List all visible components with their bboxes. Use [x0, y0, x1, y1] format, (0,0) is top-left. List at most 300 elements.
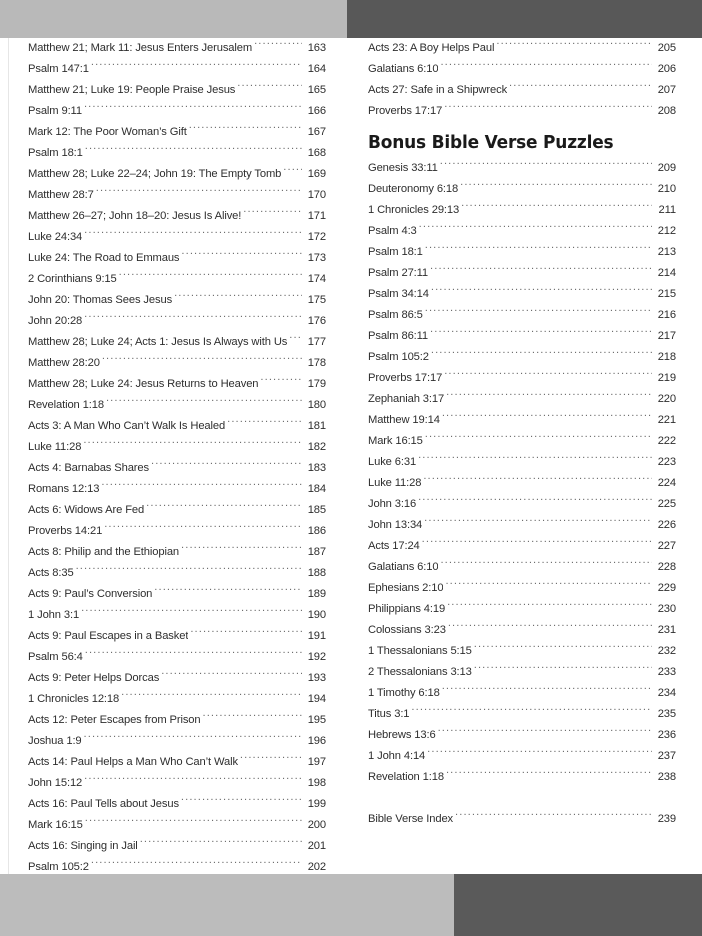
toc-dot-leader	[154, 586, 302, 597]
toc-dot-leader	[509, 82, 652, 93]
toc-dot-leader	[425, 433, 652, 444]
toc-entry-page-number: 234	[657, 687, 676, 699]
toc-entry-page-number: 211	[658, 204, 676, 216]
toc-entry-page-number: 227	[657, 540, 676, 552]
toc-entry-title: Galatians 6:10	[368, 561, 439, 573]
toc-entry[interactable]	[368, 620, 676, 641]
toc-dot-leader	[424, 517, 652, 528]
toc-entry[interactable]	[28, 458, 326, 479]
toc-right-column	[368, 38, 676, 830]
toc-entry[interactable]	[368, 80, 676, 101]
toc-entry-page-number: 185	[307, 504, 326, 516]
toc-entry-title: Psalm 4:3	[368, 225, 417, 237]
toc-entry-title: Psalm 18:1	[28, 147, 83, 159]
toc-dot-leader	[430, 265, 652, 276]
toc-dot-leader	[181, 250, 302, 261]
toc-entry-page-number: 190	[307, 609, 326, 621]
toc-entry[interactable]	[28, 479, 326, 500]
toc-dot-leader	[84, 313, 302, 324]
toc-dot-leader	[496, 40, 652, 51]
toc-section-heading: Bonus Bible Verse Puzzles	[368, 133, 614, 153]
toc-entry[interactable]	[28, 395, 326, 416]
toc-entry-title: 1 Chronicles 12:18	[28, 693, 120, 705]
toc-dot-leader	[189, 124, 302, 135]
toc-dot-leader	[237, 82, 302, 93]
toc-entry[interactable]	[28, 101, 326, 122]
toc-entry[interactable]	[368, 59, 676, 80]
toc-dot-leader	[440, 61, 652, 72]
toc-entry-title: Genesis 33:11	[368, 162, 438, 174]
toc-entry[interactable]	[368, 494, 676, 515]
toc-entry-page-number: 165	[307, 84, 326, 96]
toc-entry-title: Luke 11:28	[368, 477, 422, 489]
toc-dot-leader	[85, 145, 302, 156]
toc-entry[interactable]	[28, 605, 326, 626]
toc-entry-page-number: 171	[307, 210, 326, 222]
toc-entry-title: Acts 27: Safe in a Shipwreck	[368, 84, 508, 96]
toc-dot-leader	[447, 601, 652, 612]
toc-entry-title: Psalm 27:11	[368, 267, 429, 279]
toc-entry[interactable]	[368, 431, 676, 452]
toc-dot-leader	[427, 748, 652, 759]
toc-entry-page-number: 236	[657, 729, 676, 741]
toc-dot-leader	[181, 796, 302, 807]
toc-dot-leader	[438, 727, 652, 738]
toc-entry-page-number: 179	[307, 378, 326, 390]
toc-entry[interactable]	[28, 563, 326, 584]
toc-dot-leader	[101, 481, 302, 492]
toc-entry-title: Matthew 28; Luke 24: Jesus Returns to Heaven	[28, 378, 259, 390]
toc-dot-leader	[102, 355, 302, 366]
toc-dot-leader	[161, 670, 302, 681]
toc-entry-title: Acts 3: A Man Who Can’t Walk Is Healed	[28, 420, 226, 432]
toc-dot-leader	[419, 223, 652, 234]
toc-entry[interactable]	[28, 311, 326, 332]
toc-entry-title: Mark 12: The Poor Woman’s Gift	[28, 126, 187, 138]
toc-entry-page-number: 225	[657, 498, 676, 510]
toc-dot-leader	[418, 454, 652, 465]
toc-entry-page-number: 210	[657, 183, 676, 195]
toc-entry-page-number: 163	[307, 42, 326, 54]
toc-entry[interactable]	[368, 683, 676, 704]
toc-entry[interactable]	[368, 305, 676, 326]
toc-entry-title: Psalm 147:1	[28, 63, 89, 75]
toc-entry[interactable]	[368, 452, 676, 473]
toc-entry-page-number: 181	[307, 420, 326, 432]
toc-entry[interactable]	[368, 767, 676, 788]
toc-entry-page-number: 219	[657, 372, 676, 384]
toc-entry[interactable]	[28, 374, 326, 395]
toc-entry-title: Acts 9: Peter Helps Dorcas	[28, 672, 160, 684]
toc-entry[interactable]	[28, 269, 326, 290]
toc-entry-title: 1 Chronicles 29:13	[368, 204, 460, 216]
toc-entry-title: Psalm 18:1	[368, 246, 423, 258]
toc-entry[interactable]	[28, 710, 326, 731]
toc-dot-leader	[440, 559, 652, 570]
toc-entry-title: Romans 12:13	[28, 483, 100, 495]
toc-entry-page-number: 231	[657, 624, 676, 636]
toc-entry-title: Luke 6:31	[368, 456, 417, 468]
toc-entry-page-number: 201	[307, 840, 326, 852]
toc-entry-title: 1 Thessalonians 5:15	[368, 645, 472, 657]
toc-dot-leader	[85, 649, 302, 660]
toc-entry[interactable]	[368, 389, 676, 410]
toc-entry-title: 2 Corinthians 9:15	[28, 273, 117, 285]
toc-entry[interactable]	[28, 584, 326, 605]
toc-entry-page-number: 166	[307, 105, 326, 117]
toc-entry-title: Revelation 1:18	[368, 771, 444, 783]
toc-dot-leader	[91, 859, 302, 870]
toc-dot-leader	[254, 40, 302, 51]
toc-dot-leader	[425, 307, 652, 318]
toc-entry-title: Acts 12: Peter Escapes from Prison	[28, 714, 201, 726]
toc-entry-page-number: 176	[307, 315, 326, 327]
toc-entry-page-number: 182	[307, 441, 326, 453]
toc-entry-title: Psalm 9:11	[28, 105, 82, 117]
toc-entry[interactable]	[28, 668, 326, 689]
toc-entry-title: Acts 9: Paul Escapes in a Basket	[28, 630, 189, 642]
toc-entry-page-number: 228	[657, 561, 676, 573]
toc-entry-page-number: 192	[307, 651, 326, 663]
toc-entry[interactable]	[28, 227, 326, 248]
toc-entry-title: Acts 16: Paul Tells about Jesus	[28, 798, 179, 810]
toc-dot-leader	[423, 475, 652, 486]
toc-entry-title: Acts 6: Widows Are Fed	[28, 504, 145, 516]
toc-entry-title: Psalm 105:2	[368, 351, 429, 363]
toc-entry[interactable]	[368, 557, 676, 578]
toc-dot-leader	[461, 202, 652, 213]
toc-dot-leader	[91, 61, 302, 72]
toc-entry-page-number: 218	[657, 351, 676, 363]
toc-entry[interactable]	[368, 284, 676, 305]
toc-dot-leader	[96, 187, 302, 198]
toc-entry[interactable]	[368, 641, 676, 662]
toc-entry-page-number: 200	[307, 819, 326, 831]
toc-entry[interactable]	[28, 38, 326, 59]
toc-entry-title: Zephaniah 3:17	[368, 393, 445, 405]
toc-entry[interactable]	[368, 578, 676, 599]
toc-entry-page-number: 223	[657, 456, 676, 468]
toc-dot-leader	[431, 286, 652, 297]
toc-entry[interactable]	[368, 473, 676, 494]
toc-entry-title: Acts 4: Barnabas Shares	[28, 462, 149, 474]
toc-dot-leader	[121, 691, 302, 702]
bottom-bar-dark-segment	[454, 874, 702, 936]
top-bar-light-segment	[0, 0, 347, 38]
toc-entry-title: John 20:28	[28, 315, 83, 327]
toc-dot-leader	[442, 685, 652, 696]
toc-dot-leader	[474, 664, 652, 675]
toc-dot-leader	[106, 397, 302, 408]
toc-entry-page-number: 239	[657, 813, 676, 825]
toc-entry[interactable]	[368, 347, 676, 368]
toc-entry-title: Proverbs 14:21	[28, 525, 103, 537]
toc-entry[interactable]	[28, 164, 326, 185]
toc-entry-page-number: 183	[307, 462, 326, 474]
toc-dot-leader	[431, 349, 652, 360]
toc-entry-page-number: 168	[307, 147, 326, 159]
toc-entry-title: Hebrews 13:6	[368, 729, 436, 741]
toc-entry-title: Psalm 105:2	[28, 861, 89, 873]
toc-dot-leader	[227, 418, 302, 429]
toc-entry[interactable]	[28, 689, 326, 710]
toc-entry-page-number: 172	[307, 231, 326, 243]
toc-entry[interactable]	[28, 353, 326, 374]
toc-entry-title: Matthew 26–27; John 18–20: Jesus Is Alive!	[28, 210, 242, 222]
toc-entry[interactable]	[28, 206, 326, 227]
toc-entry[interactable]	[28, 542, 326, 563]
toc-entry-page-number: 224	[657, 477, 676, 489]
toc-entry[interactable]	[368, 746, 676, 767]
toc-dot-leader	[146, 502, 302, 513]
toc-entry[interactable]	[368, 410, 676, 431]
toc-entry[interactable]	[28, 59, 326, 80]
toc-dot-leader	[460, 181, 652, 192]
toc-entry-title: John 15:12	[28, 777, 83, 789]
toc-dot-leader	[445, 580, 652, 591]
toc-entry-page-number: 229	[657, 582, 676, 594]
toc-dot-leader	[84, 733, 302, 744]
toc-entry-page-number: 237	[657, 750, 676, 762]
toc-dot-leader	[181, 544, 302, 555]
toc-entry-page-number: 217	[657, 330, 676, 342]
toc-entry-title: Proverbs 17:17	[368, 372, 443, 384]
toc-entry-title: Deuteronomy 6:18	[368, 183, 459, 195]
toc-entry[interactable]	[368, 599, 676, 620]
toc-dot-leader	[240, 754, 302, 765]
toc-entry-page-number: 216	[657, 309, 676, 321]
toc-entry-page-number: 202	[307, 861, 326, 873]
toc-dot-leader	[422, 538, 652, 549]
toc-entry[interactable]	[28, 731, 326, 752]
top-bar-dark-segment	[347, 0, 702, 38]
toc-dot-leader	[260, 376, 302, 387]
toc-entry[interactable]	[28, 416, 326, 437]
toc-entry[interactable]	[368, 242, 676, 263]
toc-entry[interactable]	[28, 122, 326, 143]
toc-entry-title: Revelation 1:18	[28, 399, 104, 411]
toc-entry-page-number: 215	[657, 288, 676, 300]
toc-entry-title: John 20: Thomas Sees Jesus	[28, 294, 173, 306]
toc-entry-title: Acts 17:24	[368, 540, 420, 552]
toc-entry[interactable]	[368, 326, 676, 347]
toc-entry-title: Matthew 19:14	[368, 414, 440, 426]
toc-entry-title: Psalm 34:14	[368, 288, 429, 300]
toc-entry[interactable]	[368, 263, 676, 284]
toc-entry-title: John 13:34	[368, 519, 423, 531]
toc-entry[interactable]	[368, 368, 676, 389]
toc-entry-page-number: 235	[657, 708, 676, 720]
toc-entry-title: Acts 23: A Boy Helps Paul	[368, 42, 495, 54]
toc-dot-leader	[190, 628, 302, 639]
toc-dot-leader	[84, 229, 302, 240]
toc-entry-title: Matthew 28; Luke 24; Acts 1: Jesus Is Always with Us	[28, 336, 288, 348]
toc-dot-leader	[289, 334, 302, 345]
toc-entry-title: Proverbs 17:17	[368, 105, 443, 117]
toc-entry[interactable]	[368, 515, 676, 536]
toc-entry-page-number: 193	[307, 672, 326, 684]
toc-entry-title: Luke 24:34	[28, 231, 83, 243]
toc-entry-page-number: 220	[657, 393, 676, 405]
toc-dot-leader	[84, 775, 302, 786]
toc-entry-title: Galatians 6:10	[368, 63, 439, 75]
toc-dot-leader	[140, 838, 302, 849]
toc-entry[interactable]	[28, 185, 326, 206]
toc-entry-page-number: 196	[307, 735, 326, 747]
toc-left-column	[28, 38, 326, 920]
toc-entry[interactable]	[368, 200, 676, 221]
toc-dot-leader	[446, 769, 652, 780]
toc-entry-title: Luke 11:28	[28, 441, 82, 453]
toc-entry-page-number: 175	[307, 294, 326, 306]
toc-dot-leader	[81, 607, 302, 618]
toc-entry-title: Acts 16: Singing in Jail	[28, 840, 138, 852]
toc-entry-title: 1 John 3:1	[28, 609, 80, 621]
toc-entry[interactable]	[28, 815, 326, 836]
toc-dot-leader	[104, 523, 302, 534]
toc-entry[interactable]	[28, 332, 326, 353]
toc-entry[interactable]	[28, 626, 326, 647]
toc-dot-leader	[430, 328, 652, 339]
toc-spacer	[368, 788, 676, 809]
toc-dot-leader	[283, 166, 302, 177]
toc-entry-page-number: 189	[307, 588, 326, 600]
toc-entry-title: Philippians 4:19	[368, 603, 446, 615]
toc-entry-page-number: 233	[657, 666, 676, 678]
toc-entry-page-number: 184	[307, 483, 326, 495]
toc-entry-page-number: 195	[307, 714, 326, 726]
toc-entry[interactable]	[368, 221, 676, 242]
toc-entry-page-number: 170	[307, 189, 326, 201]
table-of-contents	[0, 38, 702, 874]
toc-entry-title: Mark 16:15	[368, 435, 423, 447]
bottom-bar-light-segment	[0, 874, 454, 936]
toc-entry-page-number: 226	[657, 519, 676, 531]
toc-entry-page-number: 187	[307, 546, 326, 558]
toc-dot-leader	[151, 460, 302, 471]
toc-entry[interactable]	[28, 647, 326, 668]
toc-entry[interactable]	[368, 809, 676, 830]
toc-entry-page-number: 186	[307, 525, 326, 537]
toc-dot-leader	[76, 565, 302, 576]
toc-entry-page-number: 198	[307, 777, 326, 789]
toc-entry-title: 1 Timothy 6:18	[368, 687, 440, 699]
toc-entry-title: Matthew 28:20	[28, 357, 100, 369]
toc-entry-title: Psalm 86:11	[368, 330, 429, 342]
toc-entry[interactable]	[368, 179, 676, 200]
toc-entry-title: Bible Verse Index	[368, 813, 454, 825]
toc-entry[interactable]	[28, 143, 326, 164]
toc-entry-title: Joshua 1:9	[28, 735, 82, 747]
toc-entry[interactable]	[28, 80, 326, 101]
toc-dot-leader	[444, 370, 652, 381]
bottom-decorative-bar	[0, 874, 702, 936]
toc-entry-page-number: 164	[307, 63, 326, 75]
toc-entry-title: Psalm 86:5	[368, 309, 423, 321]
toc-dot-leader	[83, 439, 302, 450]
toc-entry-page-number: 167	[307, 126, 326, 138]
toc-dot-leader	[84, 103, 302, 114]
toc-entry[interactable]	[368, 662, 676, 683]
toc-entry-page-number: 213	[657, 246, 676, 258]
toc-entry-page-number: 214	[657, 267, 676, 279]
toc-entry-title: Acts 9: Paul’s Conversion	[28, 588, 153, 600]
toc-entry-title: Acts 8: Philip and the Ethiopian	[28, 546, 180, 558]
toc-entry-page-number: 205	[657, 42, 676, 54]
toc-entry[interactable]	[368, 101, 676, 122]
toc-entry[interactable]	[368, 158, 676, 179]
toc-dot-leader	[203, 712, 302, 723]
toc-dot-leader	[442, 412, 652, 423]
toc-entry[interactable]	[368, 536, 676, 557]
toc-dot-leader	[446, 391, 652, 402]
toc-entry[interactable]	[28, 752, 326, 773]
toc-entry[interactable]	[28, 521, 326, 542]
toc-dot-leader	[474, 643, 652, 654]
toc-entry-page-number: 169	[307, 168, 326, 180]
toc-entry-title: Ephesians 2:10	[368, 582, 444, 594]
toc-entry-title: Matthew 21; Luke 19: People Praise Jesus	[28, 84, 236, 96]
toc-entry-page-number: 194	[307, 693, 326, 705]
toc-entry-page-number: 177	[307, 336, 326, 348]
toc-entry-page-number: 221	[657, 414, 676, 426]
toc-entry-page-number: 206	[657, 63, 676, 75]
toc-entry[interactable]	[28, 248, 326, 269]
toc-entry-title: 2 Thessalonians 3:13	[368, 666, 472, 678]
toc-entry-page-number: 212	[657, 225, 676, 237]
toc-entry[interactable]	[368, 725, 676, 746]
toc-entry-title: Mark 16:15	[28, 819, 83, 831]
toc-dot-leader	[425, 244, 652, 255]
toc-entry-title: Acts 14: Paul Helps a Man Who Can’t Walk	[28, 756, 238, 768]
toc-entry[interactable]	[28, 773, 326, 794]
toc-entry-title: Acts 8:35	[28, 567, 74, 579]
toc-entry-title: Titus 3:1	[368, 708, 410, 720]
toc-entry[interactable]	[368, 38, 676, 59]
toc-entry-page-number: 232	[657, 645, 676, 657]
toc-entry-page-number: 173	[307, 252, 326, 264]
toc-dot-leader	[440, 160, 652, 171]
toc-entry-page-number: 197	[307, 756, 326, 768]
toc-entry-title: Matthew 28; Luke 22–24; John 19: The Empty Tomb	[28, 168, 282, 180]
toc-entry-title: Psalm 56:4	[28, 651, 83, 663]
toc-dot-leader	[85, 817, 302, 828]
toc-entry-page-number: 191	[307, 630, 326, 642]
toc-entry-title: 1 John 4:14	[368, 750, 426, 762]
toc-dot-leader	[418, 496, 652, 507]
toc-entry[interactable]	[28, 290, 326, 311]
toc-entry-page-number: 208	[657, 105, 676, 117]
toc-entry-page-number: 222	[657, 435, 676, 447]
toc-dot-leader	[455, 811, 652, 822]
toc-entry-title: Colossians 3:23	[368, 624, 446, 636]
top-decorative-bar	[0, 0, 702, 38]
toc-dot-leader	[119, 271, 302, 282]
toc-dot-leader	[243, 208, 302, 219]
toc-dot-leader	[448, 622, 652, 633]
toc-entry[interactable]	[28, 500, 326, 521]
toc-entry[interactable]	[28, 794, 326, 815]
toc-entry[interactable]	[368, 704, 676, 725]
toc-dot-leader	[411, 706, 652, 717]
toc-entry-page-number: 174	[307, 273, 326, 285]
toc-entry[interactable]	[28, 836, 326, 857]
toc-dot-leader	[174, 292, 302, 303]
toc-entry-title: Luke 24: The Road to Emmaus	[28, 252, 180, 264]
toc-entry-title: Matthew 28:7	[28, 189, 94, 201]
toc-entry-title: Matthew 21; Mark 11: Jesus Enters Jerusalem	[28, 42, 253, 54]
toc-entry[interactable]	[28, 437, 326, 458]
